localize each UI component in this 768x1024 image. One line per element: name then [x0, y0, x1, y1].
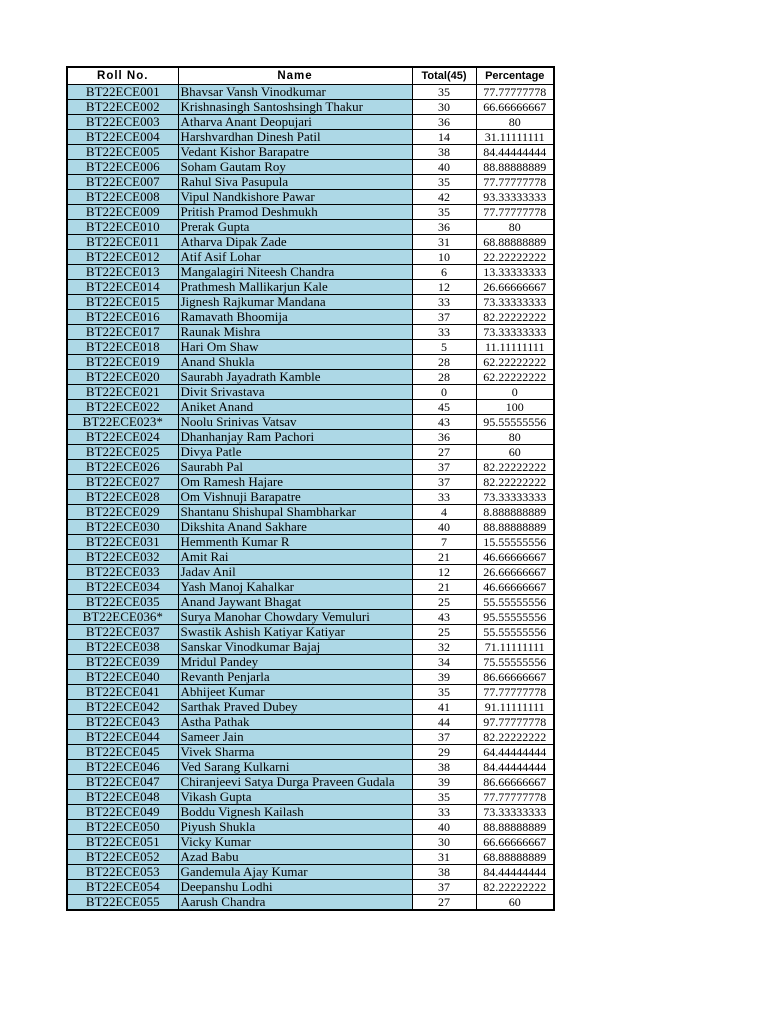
student-name-cell: Saurabh Pal — [178, 459, 412, 474]
table-row — [67, 864, 554, 879]
percentage-cell: 97.77777778 — [476, 714, 554, 729]
percentage-cell: 66.66666667 — [476, 834, 554, 849]
student-name-cell: Divya Patle — [178, 444, 412, 459]
percentage-cell: 100 — [476, 399, 554, 414]
table-body — [67, 84, 554, 910]
total-marks-cell: 0 — [412, 384, 476, 399]
table-row — [67, 684, 554, 699]
table-row — [67, 789, 554, 804]
student-name-cell: Anand Jaywant Bhagat — [178, 594, 412, 609]
percentage-cell: 88.88888889 — [476, 159, 554, 174]
total-marks-cell: 7 — [412, 534, 476, 549]
table-row — [67, 699, 554, 714]
roll-no-cell: BT22ECE014 — [67, 279, 178, 294]
table-row — [67, 819, 554, 834]
total-marks-cell: 35 — [412, 204, 476, 219]
total-marks-cell: 10 — [412, 249, 476, 264]
total-marks-cell: 36 — [412, 114, 476, 129]
student-name-cell: Boddu Vignesh Kailash — [178, 804, 412, 819]
student-name-cell: Surya Manohar Chowdary Vemuluri — [178, 609, 412, 624]
percentage-cell: 88.88888889 — [476, 819, 554, 834]
table-row — [67, 354, 554, 369]
table-row — [67, 729, 554, 744]
total-marks-cell: 42 — [412, 189, 476, 204]
percentage-cell: 26.66666667 — [476, 564, 554, 579]
roll-no-cell: BT22ECE051 — [67, 834, 178, 849]
total-marks-cell: 25 — [412, 594, 476, 609]
total-marks-cell: 36 — [412, 429, 476, 444]
total-marks-cell: 39 — [412, 669, 476, 684]
roll-no-cell: BT22ECE006 — [67, 159, 178, 174]
student-name-cell: Prerak Gupta — [178, 219, 412, 234]
table-row — [67, 624, 554, 639]
percentage-cell: 31.11111111 — [476, 129, 554, 144]
roll-no-cell: BT22ECE017 — [67, 324, 178, 339]
roll-no-cell: BT22ECE032 — [67, 549, 178, 564]
student-name-cell: Atharva Dipak Zade — [178, 234, 412, 249]
percentage-cell: 93.33333333 — [476, 189, 554, 204]
student-name-cell: Deepanshu Lodhi — [178, 879, 412, 894]
total-marks-cell: 33 — [412, 804, 476, 819]
total-marks-cell: 4 — [412, 504, 476, 519]
total-marks-cell: 25 — [412, 624, 476, 639]
roll-no-cell: BT22ECE024 — [67, 429, 178, 444]
roll-no-cell: BT22ECE008 — [67, 189, 178, 204]
total-marks-cell: 28 — [412, 369, 476, 384]
table-row — [67, 714, 554, 729]
student-name-cell: Bhavsar Vansh Vinodkumar — [178, 84, 412, 99]
roll-no-cell: BT22ECE050 — [67, 819, 178, 834]
total-marks-cell: 37 — [412, 729, 476, 744]
total-marks-cell: 40 — [412, 159, 476, 174]
roll-no-cell: BT22ECE048 — [67, 789, 178, 804]
percentage-cell: 82.22222222 — [476, 879, 554, 894]
roll-no-cell: BT22ECE012 — [67, 249, 178, 264]
percentage-cell: 75.55555556 — [476, 654, 554, 669]
total-marks-cell: 30 — [412, 834, 476, 849]
percentage-cell: 64.44444444 — [476, 744, 554, 759]
total-marks-cell: 29 — [412, 744, 476, 759]
total-marks-cell: 43 — [412, 609, 476, 624]
table-row — [67, 654, 554, 669]
percentage-cell: 86.66666667 — [476, 774, 554, 789]
total-marks-cell: 27 — [412, 894, 476, 910]
roll-no-cell: BT22ECE009 — [67, 204, 178, 219]
roll-no-cell: BT22ECE040 — [67, 669, 178, 684]
table-row — [67, 594, 554, 609]
table-row — [67, 774, 554, 789]
roll-no-cell: BT22ECE029 — [67, 504, 178, 519]
total-marks-cell: 31 — [412, 234, 476, 249]
student-name-cell: Anand Shukla — [178, 354, 412, 369]
percentage-cell: 8.888888889 — [476, 504, 554, 519]
student-name-cell: Gandemula Ajay Kumar — [178, 864, 412, 879]
student-name-cell: Harshvardhan Dinesh Patil — [178, 129, 412, 144]
student-name-cell: Revanth Penjarla — [178, 669, 412, 684]
percentage-cell: 77.77777778 — [476, 789, 554, 804]
roll-no-cell: BT22ECE042 — [67, 699, 178, 714]
table-row — [67, 414, 554, 429]
student-name-cell: Soham Gautam Roy — [178, 159, 412, 174]
student-name-cell: Swastik Ashish Katiyar Katiyar — [178, 624, 412, 639]
student-name-cell: Prathmesh Mallikarjun Kale — [178, 279, 412, 294]
roll-no-cell: BT22ECE018 — [67, 339, 178, 354]
table-row — [67, 189, 554, 204]
total-marks-cell: 12 — [412, 279, 476, 294]
roll-no-header: Roll No. — [67, 67, 178, 84]
roll-no-cell: BT22ECE016 — [67, 309, 178, 324]
student-name-cell: Vipul Nandkishore Pawar — [178, 189, 412, 204]
roll-no-cell: BT22ECE013 — [67, 264, 178, 279]
roll-no-cell: BT22ECE028 — [67, 489, 178, 504]
student-name-cell: Divit Srivastava — [178, 384, 412, 399]
student-name-cell: Ramavath Bhoomija — [178, 309, 412, 324]
student-name-cell: Krishnasingh Santoshsingh Thakur — [178, 99, 412, 114]
roll-no-cell: BT22ECE043 — [67, 714, 178, 729]
student-name-cell: Om Ramesh Hajare — [178, 474, 412, 489]
table-row — [67, 489, 554, 504]
roll-no-cell: BT22ECE054 — [67, 879, 178, 894]
table-row — [67, 504, 554, 519]
total-marks-cell: 37 — [412, 474, 476, 489]
student-name-cell: Mangalagiri Niteesh Chandra — [178, 264, 412, 279]
percentage-cell: 73.33333333 — [476, 324, 554, 339]
roll-no-cell: BT22ECE002 — [67, 99, 178, 114]
total-marks-cell: 35 — [412, 174, 476, 189]
total-marks-cell: 32 — [412, 639, 476, 654]
table-row — [67, 474, 554, 489]
table-row — [67, 324, 554, 339]
percentage-cell: 80 — [476, 429, 554, 444]
student-name-cell: Raunak Mishra — [178, 324, 412, 339]
percentage-cell: 73.33333333 — [476, 294, 554, 309]
table-row — [67, 84, 554, 99]
total-marks-cell: 31 — [412, 849, 476, 864]
student-name-cell: Hari Om Shaw — [178, 339, 412, 354]
percentage-cell: 77.77777778 — [476, 684, 554, 699]
table-row — [67, 339, 554, 354]
student-name-cell: Vivek Sharma — [178, 744, 412, 759]
roll-no-cell: BT22ECE005 — [67, 144, 178, 159]
total-marks-cell: 39 — [412, 774, 476, 789]
student-name-cell: Piyush Shukla — [178, 819, 412, 834]
percentage-cell: 82.22222222 — [476, 474, 554, 489]
student-name-cell: Rahul Siva Pasupula — [178, 174, 412, 189]
percentage-cell: 68.88888889 — [476, 849, 554, 864]
roll-no-cell: BT22ECE026 — [67, 459, 178, 474]
table-row — [67, 459, 554, 474]
total-marks-cell: 35 — [412, 789, 476, 804]
roll-no-cell: BT22ECE022 — [67, 399, 178, 414]
percentage-cell: 66.66666667 — [476, 99, 554, 114]
roll-no-cell: BT22ECE003 — [67, 114, 178, 129]
student-name-cell: Jadav Anil — [178, 564, 412, 579]
total-marks-cell: 38 — [412, 144, 476, 159]
student-name-cell: Chiranjeevi Satya Durga Praveen Gudala — [178, 774, 412, 789]
student-name-cell: Aniket Anand — [178, 399, 412, 414]
total-marks-cell: 40 — [412, 519, 476, 534]
table-row — [67, 879, 554, 894]
percentage-cell: 84.44444444 — [476, 144, 554, 159]
roll-no-cell: BT22ECE036* — [67, 609, 178, 624]
total-marks-cell: 36 — [412, 219, 476, 234]
percentage-cell: 84.44444444 — [476, 759, 554, 774]
student-name-cell: Om Vishnuji Barapatre — [178, 489, 412, 504]
percentage-cell: 0 — [476, 384, 554, 399]
percentage-cell: 62.22222222 — [476, 354, 554, 369]
table-row — [67, 114, 554, 129]
student-name-cell: Noolu Srinivas Vatsav — [178, 414, 412, 429]
roll-no-cell: BT22ECE007 — [67, 174, 178, 189]
table-row — [67, 294, 554, 309]
percentage-cell: 91.11111111 — [476, 699, 554, 714]
table-row — [67, 369, 554, 384]
percentage-cell: 77.77777778 — [476, 84, 554, 99]
roll-no-cell: BT22ECE039 — [67, 654, 178, 669]
total-marks-cell: 21 — [412, 579, 476, 594]
student-name-cell: Hemmenth Kumar R — [178, 534, 412, 549]
percentage-cell: 55.55555556 — [476, 594, 554, 609]
table-row — [67, 204, 554, 219]
table-row — [67, 444, 554, 459]
total-header: Total(45) — [412, 67, 476, 84]
total-marks-cell: 5 — [412, 339, 476, 354]
student-name-cell: Amit Rai — [178, 549, 412, 564]
table-row — [67, 174, 554, 189]
total-marks-cell: 33 — [412, 324, 476, 339]
table-row — [67, 759, 554, 774]
total-marks-cell: 33 — [412, 489, 476, 504]
percentage-cell: 77.77777778 — [476, 204, 554, 219]
total-marks-cell: 27 — [412, 444, 476, 459]
student-name-cell: Abhijeet Kumar — [178, 684, 412, 699]
percentage-cell: 11.11111111 — [476, 339, 554, 354]
student-name-cell: Sameer Jain — [178, 729, 412, 744]
table-row — [67, 249, 554, 264]
total-marks-cell: 34 — [412, 654, 476, 669]
total-marks-cell: 21 — [412, 549, 476, 564]
table-row — [67, 849, 554, 864]
student-name-cell: Azad Babu — [178, 849, 412, 864]
percentage-cell: 73.33333333 — [476, 804, 554, 819]
roll-no-cell: BT22ECE038 — [67, 639, 178, 654]
percentage-cell: 68.88888889 — [476, 234, 554, 249]
student-name-cell: Sanskar Vinodkumar Bajaj — [178, 639, 412, 654]
student-name-cell: Dikshita Anand Sakhare — [178, 519, 412, 534]
total-marks-cell: 14 — [412, 129, 476, 144]
student-name-cell: Yash Manoj Kahalkar — [178, 579, 412, 594]
roll-no-cell: BT22ECE053 — [67, 864, 178, 879]
table-row — [67, 894, 554, 910]
table-row — [67, 144, 554, 159]
table-row — [67, 429, 554, 444]
percentage-cell: 80 — [476, 219, 554, 234]
total-marks-cell: 28 — [412, 354, 476, 369]
student-name-cell: Dhanhanjay Ram Pachori — [178, 429, 412, 444]
roll-no-cell: BT22ECE010 — [67, 219, 178, 234]
percentage-cell: 82.22222222 — [476, 309, 554, 324]
total-marks-cell: 45 — [412, 399, 476, 414]
total-marks-cell: 35 — [412, 84, 476, 99]
percentage-cell: 86.66666667 — [476, 669, 554, 684]
percentage-cell: 60 — [476, 444, 554, 459]
percentage-header: Percentage — [476, 67, 554, 84]
total-marks-cell: 12 — [412, 564, 476, 579]
roll-no-cell: BT22ECE011 — [67, 234, 178, 249]
table-row — [67, 129, 554, 144]
table-row — [67, 669, 554, 684]
student-name-cell: Mridul Pandey — [178, 654, 412, 669]
student-name-cell: Astha Pathak — [178, 714, 412, 729]
percentage-cell: 88.88888889 — [476, 519, 554, 534]
student-name-cell: Saurabh Jayadrath Kamble — [178, 369, 412, 384]
total-marks-cell: 37 — [412, 309, 476, 324]
roll-no-cell: BT22ECE033 — [67, 564, 178, 579]
student-name-cell: Pritish Pramod Deshmukh — [178, 204, 412, 219]
percentage-cell: 55.55555556 — [476, 624, 554, 639]
percentage-cell: 95.55555556 — [476, 414, 554, 429]
student-name-cell: Jignesh Rajkumar Mandana — [178, 294, 412, 309]
roll-no-cell: BT22ECE030 — [67, 519, 178, 534]
total-marks-cell: 35 — [412, 684, 476, 699]
roll-no-cell: BT22ECE052 — [67, 849, 178, 864]
roll-no-cell: BT22ECE025 — [67, 444, 178, 459]
total-marks-cell: 33 — [412, 294, 476, 309]
percentage-cell: 26.66666667 — [476, 279, 554, 294]
student-name-cell: Shantanu Shishupal Shambharkar — [178, 504, 412, 519]
table-row — [67, 564, 554, 579]
percentage-cell: 73.33333333 — [476, 489, 554, 504]
student-name-cell: Aarush Chandra — [178, 894, 412, 910]
total-marks-cell: 37 — [412, 879, 476, 894]
table-row — [67, 549, 554, 564]
table-row — [67, 399, 554, 414]
percentage-cell: 15.55555556 — [476, 534, 554, 549]
roll-no-cell: BT22ECE031 — [67, 534, 178, 549]
percentage-cell: 80 — [476, 114, 554, 129]
roll-no-cell: BT22ECE034 — [67, 579, 178, 594]
roll-no-cell: BT22ECE015 — [67, 294, 178, 309]
roll-no-cell: BT22ECE023* — [67, 414, 178, 429]
roll-no-cell: BT22ECE019 — [67, 354, 178, 369]
student-name-cell: Sarthak Praved Dubey — [178, 699, 412, 714]
student-name-cell: Vikash Gupta — [178, 789, 412, 804]
percentage-cell: 82.22222222 — [476, 459, 554, 474]
table-row — [67, 534, 554, 549]
roll-no-cell: BT22ECE041 — [67, 684, 178, 699]
total-marks-cell: 6 — [412, 264, 476, 279]
table-row — [67, 264, 554, 279]
total-marks-cell: 43 — [412, 414, 476, 429]
total-marks-cell: 38 — [412, 759, 476, 774]
roll-no-cell: BT22ECE045 — [67, 744, 178, 759]
roll-no-cell: BT22ECE046 — [67, 759, 178, 774]
total-marks-cell: 41 — [412, 699, 476, 714]
roll-no-cell: BT22ECE044 — [67, 729, 178, 744]
table-row — [67, 219, 554, 234]
roll-no-cell: BT22ECE004 — [67, 129, 178, 144]
percentage-cell: 62.22222222 — [476, 369, 554, 384]
percentage-cell: 60 — [476, 894, 554, 910]
percentage-cell: 95.55555556 — [476, 609, 554, 624]
student-name-cell: Vicky Kumar — [178, 834, 412, 849]
table-row — [67, 234, 554, 249]
roll-no-cell: BT22ECE035 — [67, 594, 178, 609]
student-name-cell: Atif Asif Lohar — [178, 249, 412, 264]
marks-table — [66, 66, 555, 911]
student-name-cell: Vedant Kishor Barapatre — [178, 144, 412, 159]
table-row — [67, 519, 554, 534]
table-row — [67, 309, 554, 324]
student-name-cell: Atharva Anant Deopujari — [178, 114, 412, 129]
total-marks-cell: 37 — [412, 459, 476, 474]
total-marks-cell: 44 — [412, 714, 476, 729]
roll-no-cell: BT22ECE049 — [67, 804, 178, 819]
percentage-cell: 46.66666667 — [476, 549, 554, 564]
roll-no-cell: BT22ECE020 — [67, 369, 178, 384]
percentage-cell: 46.66666667 — [476, 579, 554, 594]
roll-no-cell: BT22ECE047 — [67, 774, 178, 789]
table-row — [67, 609, 554, 624]
table-row — [67, 744, 554, 759]
percentage-cell: 84.44444444 — [476, 864, 554, 879]
table-row — [67, 579, 554, 594]
percentage-cell: 82.22222222 — [476, 729, 554, 744]
total-marks-cell: 38 — [412, 864, 476, 879]
total-marks-cell: 30 — [412, 99, 476, 114]
table-row — [67, 384, 554, 399]
name-header: Name — [178, 67, 412, 84]
percentage-cell: 71.11111111 — [476, 639, 554, 654]
table-row — [67, 159, 554, 174]
roll-no-cell: BT22ECE021 — [67, 384, 178, 399]
roll-no-cell: BT22ECE027 — [67, 474, 178, 489]
percentage-cell: 22.22222222 — [476, 249, 554, 264]
roll-no-cell: BT22ECE001 — [67, 84, 178, 99]
percentage-cell: 77.77777778 — [476, 174, 554, 189]
roll-no-cell: BT22ECE055 — [67, 894, 178, 910]
percentage-cell: 13.33333333 — [476, 264, 554, 279]
table-row — [67, 834, 554, 849]
header-row — [67, 67, 554, 84]
table-row — [67, 804, 554, 819]
table-row — [67, 639, 554, 654]
roll-no-cell: BT22ECE037 — [67, 624, 178, 639]
table-row — [67, 279, 554, 294]
student-name-cell: Ved Sarang Kulkarni — [178, 759, 412, 774]
table-row — [67, 99, 554, 114]
total-marks-cell: 40 — [412, 819, 476, 834]
